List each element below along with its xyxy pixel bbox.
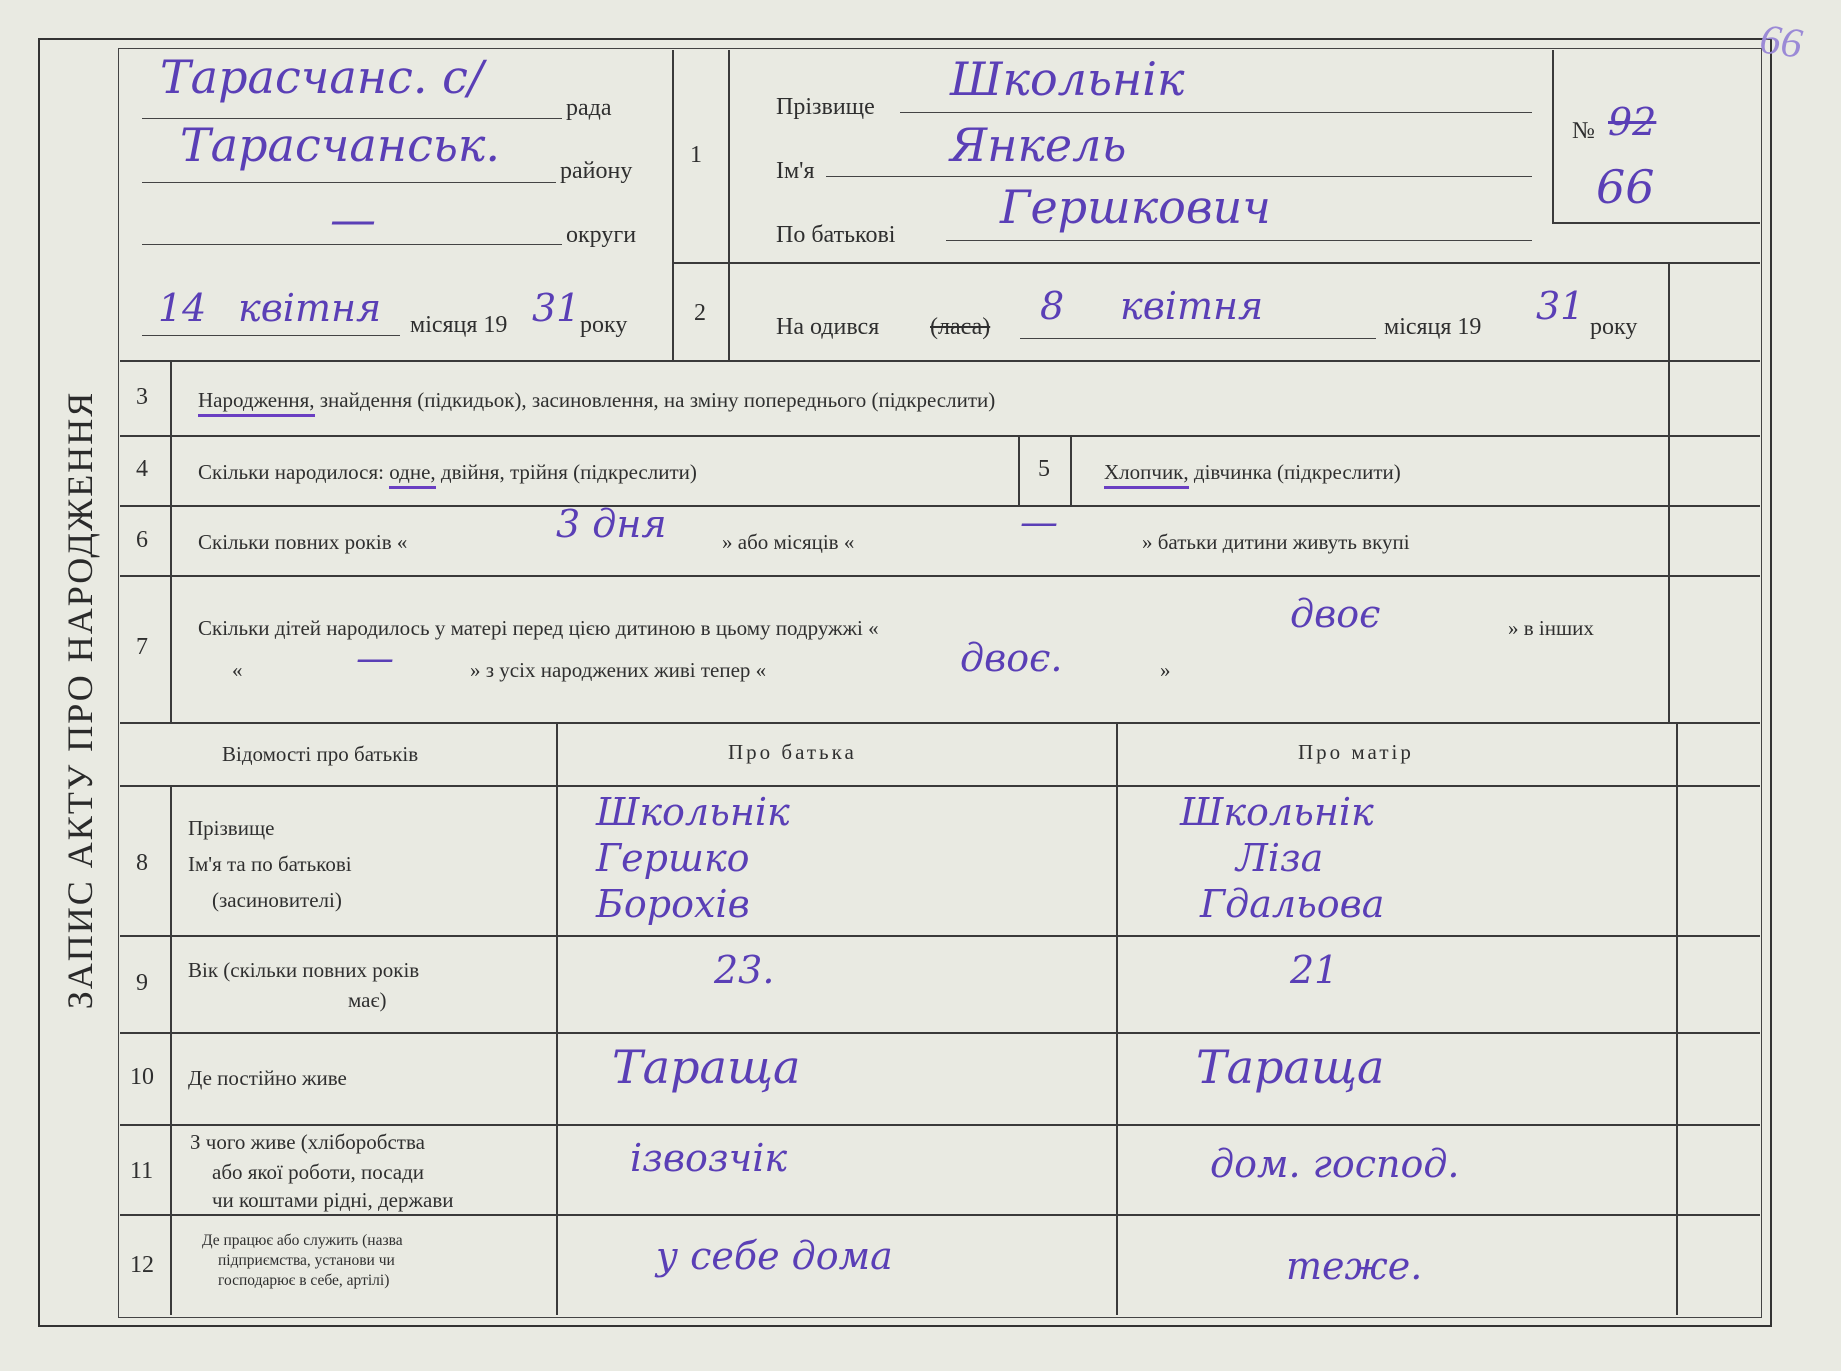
mother-residence: Тараща <box>1196 1040 1385 1094</box>
parents-col-mother: Про матір <box>1298 740 1414 764</box>
divider <box>120 785 1760 787</box>
row-number: 4 <box>136 456 148 482</box>
reg-date-day: 14 <box>158 286 207 330</box>
occupation-label-3: чи коштами рідні, держави <box>212 1188 454 1212</box>
rada-value: Тарасчанс. с/ <box>160 50 484 104</box>
divider <box>120 360 1760 362</box>
multiplicity-selected: одне, <box>389 460 435 489</box>
sex <box>1104 460 1401 485</box>
workplace-label-1: Де працює або служить (назва <box>202 1232 403 1249</box>
divider <box>1116 722 1118 1315</box>
birth-month: квітня <box>1120 284 1264 328</box>
mother-age: 21 <box>1290 948 1339 992</box>
mother-name: Ліза <box>1236 836 1324 880</box>
fill-line <box>826 176 1532 177</box>
row-number: 5 <box>1038 456 1050 482</box>
patronymic-label: По батькові <box>776 222 896 248</box>
reg-date-month: квітня <box>238 286 382 330</box>
occupation-label-2: або якої роботи, посади <box>212 1160 425 1184</box>
children-line2-close: » <box>1160 658 1171 682</box>
row-number: 9 <box>136 970 148 996</box>
mother-occupation: дом. господ. <box>1210 1142 1460 1186</box>
father-patronymic: Борохів <box>596 882 750 926</box>
father-residence: Тараща <box>612 1040 801 1094</box>
divider <box>120 722 1760 724</box>
row-number: 10 <box>130 1064 154 1090</box>
fill-line <box>142 335 400 336</box>
years-label: Скільки повних років « <box>198 530 408 554</box>
row-number: 11 <box>130 1158 154 1184</box>
father-occupation: ізвозчік <box>630 1136 788 1180</box>
name-label-3: (засиновителі) <box>212 888 342 912</box>
divider <box>556 722 558 1315</box>
father-age: 23. <box>714 948 775 992</box>
surname-label: Прізвище <box>776 94 875 120</box>
father-surname: Школьнік <box>596 790 790 834</box>
children-line2-open: « <box>232 658 243 682</box>
divider <box>728 50 730 360</box>
divider <box>170 360 172 722</box>
event-type <box>198 388 995 413</box>
months-value: — <box>1020 500 1058 544</box>
children-line1-tail: » в інших <box>1508 616 1594 640</box>
birth-misyatsia: місяця 19 <box>1384 314 1482 340</box>
row-number: 7 <box>136 634 148 660</box>
event-type-options: знайдення (підкидьок), засиновлення, на зміну попереднього (підкреслити) <box>319 388 996 412</box>
divider <box>120 1214 1760 1216</box>
row-number: 3 <box>136 384 148 410</box>
row-number: 6 <box>136 527 148 553</box>
row-number: 8 <box>136 850 148 876</box>
divider <box>672 262 1760 264</box>
divider <box>120 935 1760 937</box>
mother-workplace: теже. <box>1286 1244 1423 1288</box>
row-number: 2 <box>694 300 706 326</box>
fill-line <box>946 240 1532 241</box>
sex-selected: Хлопчик, <box>1104 460 1189 489</box>
row-number: 1 <box>690 142 702 168</box>
reg-year-suffix: 31 <box>532 286 581 330</box>
born-struck: (ласа) <box>930 314 991 340</box>
reg-roku: року <box>580 312 628 338</box>
divider <box>1018 435 1020 505</box>
workplace-label-2: підприємства, установи чи <box>218 1252 395 1269</box>
birth-year-suffix: 31 <box>1536 284 1585 328</box>
residence-label: Де постійно живе <box>188 1066 347 1090</box>
birth-roku: року <box>1590 314 1638 340</box>
multiplicity-prefix: Скільки народилося: <box>198 460 384 484</box>
divider <box>120 575 1760 577</box>
father-name: Гершко <box>596 836 750 880</box>
parents-col-info: Відомості про батьків <box>222 742 419 766</box>
parents-col-father: Про батька <box>728 740 857 764</box>
divider <box>1070 435 1072 505</box>
divider <box>170 785 172 1315</box>
divider <box>1676 722 1678 1315</box>
father-workplace: у себе дома <box>656 1234 893 1278</box>
mother-patronymic: Гдальова <box>1200 882 1385 926</box>
child-name: Янкель <box>950 118 1127 172</box>
side-title: ЗАПИС АКТУ ПРО НАРОДЖЕННЯ <box>60 390 100 1010</box>
born-label: На одився <box>776 314 880 340</box>
corner-mark: 66 <box>1757 16 1805 68</box>
age-label-1: Вік (скільки повних років <box>188 958 420 982</box>
birth-day: 8 <box>1040 284 1065 328</box>
fill-line <box>142 182 556 183</box>
multiplicity <box>198 460 697 485</box>
sex-options: дівчинка (підкреслити) <box>1193 460 1401 484</box>
raion-label: району <box>560 158 633 184</box>
raion-value: Тарасчанськ. <box>180 118 500 172</box>
mother-surname: Школьнік <box>1180 790 1374 834</box>
children-line1: Скільки дітей народилось у матері перед цією дитиною в цьому подружжі « <box>198 616 879 640</box>
child-patronymic: Гершкович <box>1000 180 1271 234</box>
divider <box>672 50 674 360</box>
okruha-label: округи <box>566 222 637 248</box>
rada-label: рада <box>566 95 612 121</box>
children-other: — <box>356 636 394 680</box>
multiplicity-options: двійня, трійня (підкреслити) <box>440 460 697 484</box>
name-label-1: Прізвище <box>188 816 275 840</box>
children-line2-mid: » з усіх народжених живі тепер « <box>470 658 767 682</box>
fill-line <box>900 112 1532 113</box>
fill-line <box>1020 338 1376 339</box>
event-type-selected: Народження, <box>198 388 315 417</box>
number-label: № <box>1572 118 1595 144</box>
child-surname: Школьнік <box>950 52 1185 106</box>
row-number: 12 <box>130 1252 154 1278</box>
divider <box>1552 50 1554 222</box>
number-struck: 92 <box>1608 100 1657 144</box>
record-number: 66 <box>1596 160 1655 214</box>
divider <box>1552 222 1760 224</box>
children-in-marriage: двоє <box>1290 592 1381 636</box>
together-label: » батьки дитини живуть вкупі <box>1142 530 1410 554</box>
months-label: » або місяців « <box>722 530 855 554</box>
reg-misyatsia: місяця 19 <box>410 312 508 338</box>
years-value: 3 дня <box>556 502 667 546</box>
name-label: Ім'я <box>776 158 815 184</box>
workplace-label-3: господарює в себе, артілі) <box>218 1272 390 1289</box>
divider <box>120 435 1760 437</box>
divider <box>120 1032 1760 1034</box>
divider <box>120 505 1760 507</box>
divider <box>120 1124 1760 1126</box>
divider <box>1668 262 1670 722</box>
name-label-2: Ім'я та по батькові <box>188 852 352 876</box>
occupation-label-1: З чого живе (хліборобства <box>190 1130 425 1154</box>
age-label-2: має) <box>348 988 387 1012</box>
children-alive: двоє. <box>960 636 1063 680</box>
okruha-value: — <box>330 192 376 246</box>
